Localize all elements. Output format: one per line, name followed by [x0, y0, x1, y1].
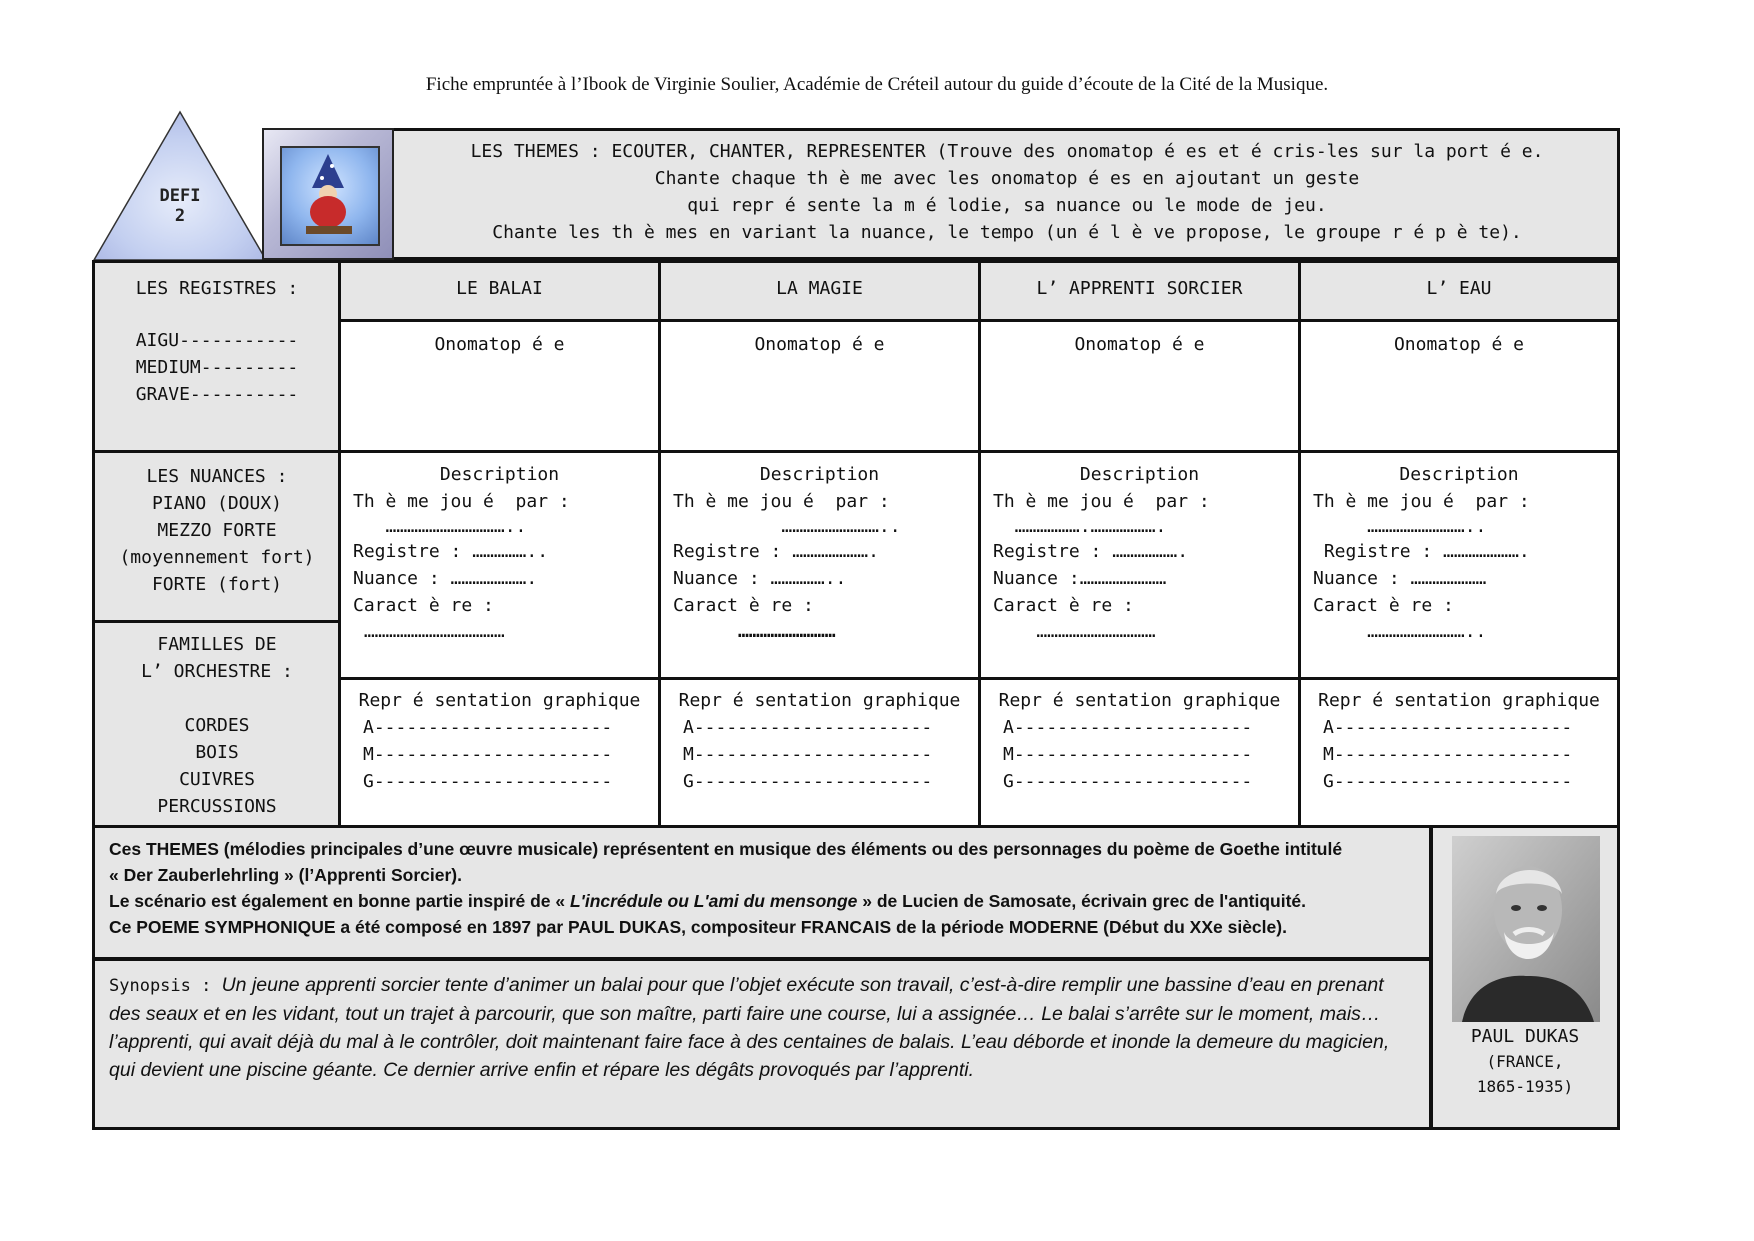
- description-title: Description: [439, 464, 560, 485]
- info-box: [92, 828, 1432, 960]
- graph-title: Repr é sentation graphique: [998, 690, 1281, 711]
- instruction-line: Chante chaque th è me avec les onomatop é es en ajoutant un geste: [654, 168, 1360, 189]
- defi-text: DEFI: [159, 186, 201, 206]
- composer-name: PAUL DUKAS: [1470, 1026, 1580, 1047]
- instruction-line: qui repr é sente la m é lodie, sa nuance ou le mode de jeu.: [687, 195, 1327, 216]
- graph-line-g: G----------------------: [363, 771, 613, 792]
- composer-caption: [1432, 1024, 1618, 1099]
- graph-title: Repr é sentation graphique: [678, 690, 961, 711]
- joue-par-label: Th è me jou é par :: [1313, 491, 1530, 512]
- description-title: Description: [1079, 464, 1200, 485]
- registre-aigu: AIGU-----------: [135, 330, 299, 351]
- familles-title-2: L’ ORCHESTRE :: [141, 661, 293, 682]
- caractere-dots: ………………………: [673, 621, 836, 642]
- joue-par-label: Th è me jou é par :: [673, 491, 890, 512]
- graph-line-a: A----------------------: [1003, 717, 1253, 738]
- graph-line-m: M----------------------: [1323, 744, 1573, 765]
- graph-line-g: G----------------------: [1323, 771, 1573, 792]
- registre-line: Registre : ……………….: [993, 541, 1189, 562]
- famille-percussions: PERCUSSIONS: [157, 796, 277, 817]
- theme-grid: [92, 260, 1620, 828]
- description-title: Description: [1399, 464, 1519, 485]
- book-title: L'incrédule ou L'ami du mensonge: [569, 891, 858, 911]
- instruction-line: Chante les th è mes en variant la nuance, le tempo (un é l è ve propose, le groupe r é p è te).: [492, 222, 1522, 243]
- onomatopee-label: Onomatop é e: [434, 334, 565, 355]
- caractere-label: Caract è re :: [1313, 595, 1454, 616]
- info-line-2: « Der Zauberlehrling » (l’Apprenti Sorcier).: [109, 865, 462, 885]
- sorcerer-apprentice-icon: [282, 148, 378, 244]
- synopsis-label: Synopsis :: [109, 976, 222, 996]
- nuance-mezzo: MEZZO FORTE: [157, 520, 277, 541]
- caractere-label: Caract è re :: [993, 595, 1134, 616]
- graph-line-m: M----------------------: [363, 744, 613, 765]
- nuance-line: Nuance : …………………: [1313, 568, 1487, 589]
- source-note: Fiche empruntée à l’Ibook de Virginie Soulier, Académie de Créteil autour du guide d’écoute de la Cité de la Musique.: [425, 74, 1329, 95]
- info-line-4: Ce POEME SYMPHONIQUE a été composé en 1897 par PAUL DUKAS, compositeur FRANCAIS de la période MODERNE (Début du XXe siècle).: [109, 917, 1287, 937]
- defi-label: [92, 186, 268, 226]
- caractere-dots: …………………………………: [353, 621, 505, 642]
- caractere-dots: ……………………………: [993, 621, 1156, 642]
- joue-par-dots: ………………………..: [1313, 516, 1487, 537]
- graph-title: Repr é sentation graphique: [1318, 690, 1600, 711]
- registre-grave: GRAVE----------: [135, 384, 299, 405]
- nuances-title: LES NUANCES :: [146, 466, 288, 487]
- nuance-line: Nuance :……………………: [993, 568, 1167, 589]
- sorcerer-picture: [280, 146, 380, 246]
- onomatopee-label: Onomatop é e: [754, 334, 885, 355]
- graph-line-m: M----------------------: [683, 744, 933, 765]
- graph-line-a: A----------------------: [363, 717, 613, 738]
- description-title: Description: [759, 464, 880, 485]
- familles-title-1: FAMILLES DE: [157, 634, 277, 655]
- theme-title-balai: LE BALAI: [456, 278, 543, 299]
- theme-title-eau: L’ EAU: [1426, 278, 1492, 299]
- joue-par-dots: ……………………………..: [353, 516, 527, 537]
- theme-title-apprenti-sorcier: L’ APPRENTI SORCIER: [1036, 278, 1243, 299]
- onomatopee-label: Onomatop é e: [1074, 334, 1205, 355]
- graph-line-g: G----------------------: [1003, 771, 1253, 792]
- famille-cuivres: CUIVRES: [179, 769, 255, 790]
- famille-bois: BOIS: [195, 742, 239, 763]
- joue-par-dots: ……………….……………….: [993, 516, 1167, 537]
- synopsis-text: Un jeune apprenti sorcier tente d’animer un balai pour que l’objet exécute son travail, c’est-à-dire remplir une bassine d’eau en prenant des seaux et en les vidant, tout un trajet à parcourir, que son maître, parti faire une course, lui a assignée… Le balai s’arrête sur le moment, mais…l’apprenti, qui avait déjà du mal à le contrôler, doit maintenant faire face à des centaines de balais. L’eau déborde et inonde la demeure du magicien, qui devient une piscine géante. Ce dernier arrive enfin et répare les dégâts provoqués par l’apprenti.: [109, 974, 1390, 1081]
- graph-line-m: M----------------------: [1003, 744, 1253, 765]
- joue-par-label: Th è me jou é par :: [993, 491, 1210, 512]
- info-line-3-start: Le scénario est également en bonne partie inspiré de «: [109, 891, 570, 911]
- instruction-line: LES THEMES : ECOUTER, CHANTER, REPRESENTER (Trouve des onomatop é es et é cris-les sur la port é e.: [470, 141, 1544, 162]
- registres-title: LES REGISTRES :: [135, 278, 299, 299]
- composer-country: (FRANCE,: [1486, 1052, 1564, 1071]
- info-line-3-end: » de Lucien de Samosate, écrivain grec de l'antiquité.: [857, 891, 1306, 911]
- sorcerer-picture-frame: [262, 128, 394, 260]
- info-line-3: [109, 888, 1415, 914]
- caractere-label: Caract è re :: [673, 595, 814, 616]
- nuance-line: Nuance : ………………….: [353, 568, 538, 589]
- graph-line-a: A----------------------: [683, 717, 933, 738]
- graph-line-g: G----------------------: [683, 771, 933, 792]
- registre-line: Registre : ……………..: [353, 541, 549, 562]
- composer-dates: 1865-1935): [1476, 1077, 1574, 1096]
- synopsis-box: [92, 958, 1432, 1130]
- graph-title: Repr é sentation graphique: [358, 690, 641, 711]
- nuance-piano: PIANO (DOUX): [151, 493, 283, 514]
- nuance-forte: FORTE (fort): [151, 574, 283, 595]
- graph-line-a: A----------------------: [1323, 717, 1573, 738]
- joue-par-label: Th è me jou é par :: [353, 491, 570, 512]
- composer-portrait: [1452, 836, 1600, 1022]
- nuance-mezzo-desc: (moyennement fort): [119, 547, 315, 568]
- theme-title-magie: LA MAGIE: [776, 278, 863, 299]
- registre-line: Registre : ………………….: [673, 541, 879, 562]
- nuance-line: Nuance : ……………..: [673, 568, 847, 589]
- defi-number: 2: [174, 206, 186, 226]
- joue-par-dots: ………………………..: [673, 516, 901, 537]
- instructions: [394, 138, 1620, 246]
- info-line-1: Ces THEMES (mélodies principales d’une œuvre musicale) représentent en musique des éléments ou des personnages du poème de Goethe intitulé: [109, 839, 1343, 859]
- caractere-label: Caract è re :: [353, 595, 494, 616]
- onomatopee-label: Onomatop é e: [1393, 334, 1525, 355]
- caractere-dots: ………………………..: [1313, 621, 1487, 642]
- famille-cordes: CORDES: [184, 715, 250, 736]
- registre-line: Registre : ………………….: [1313, 541, 1530, 562]
- registre-medium: MEDIUM---------: [135, 357, 299, 378]
